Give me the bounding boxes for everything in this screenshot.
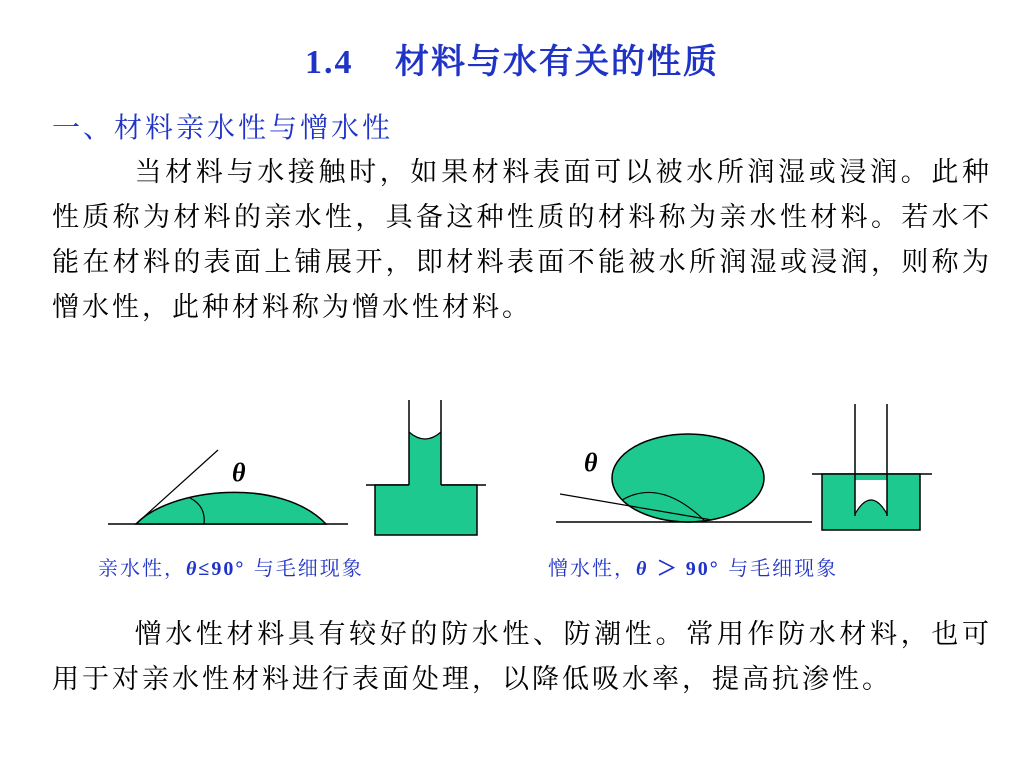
caption-right-theta: θ (636, 558, 649, 580)
capillary-depression-figure (812, 404, 932, 530)
caption-right-condition: ＞ 90° (656, 558, 720, 580)
paragraph-hydrophobic-uses (52, 612, 992, 702)
theta-label-left: θ (232, 458, 246, 487)
caption-left-suffix: 与毛细现象 (253, 556, 364, 580)
capillary-rise-figure (366, 400, 486, 535)
title-number: 1.4 (304, 44, 354, 81)
wetting-diagram (0, 392, 1024, 542)
caption-left-theta: θ (186, 558, 199, 580)
caption-left-condition: ≤90° (198, 558, 246, 580)
paragraph-1-text: 当材料与水接触时，如果材料表面可以被水所润湿或浸润。此种性质称为材料的亲水性，具备这种性质的材料称为亲水性材料。若水不能在材料的表面上铺展开，即材料表面不能被水所润湿或浸润，则称为憎水性，此种材料称为憎水性材料。 (52, 157, 992, 323)
title-text: 材料与水有关的性质 (395, 42, 719, 82)
caption-right-prefix: 憎水性， (548, 556, 636, 580)
section-heading: 一、材料亲水性与憎水性 (52, 111, 394, 144)
theta-label-right: θ (584, 448, 598, 477)
caption-left-prefix: 亲水性， (98, 556, 186, 580)
hydrophilic-droplet-figure (108, 450, 348, 524)
caption-hydrophobic (548, 552, 838, 581)
page-title (0, 34, 1024, 83)
paragraph-hydrophilic (52, 150, 992, 330)
paragraph-2-text: 憎水性材料具有较好的防水性、防潮性。常用作防水材料，也可用于对亲水性材料进行表面处理，以降低吸水率，提高抗渗性。 (52, 619, 992, 695)
caption-hydrophilic (98, 552, 364, 581)
caption-right-suffix: 与毛细现象 (728, 556, 839, 580)
